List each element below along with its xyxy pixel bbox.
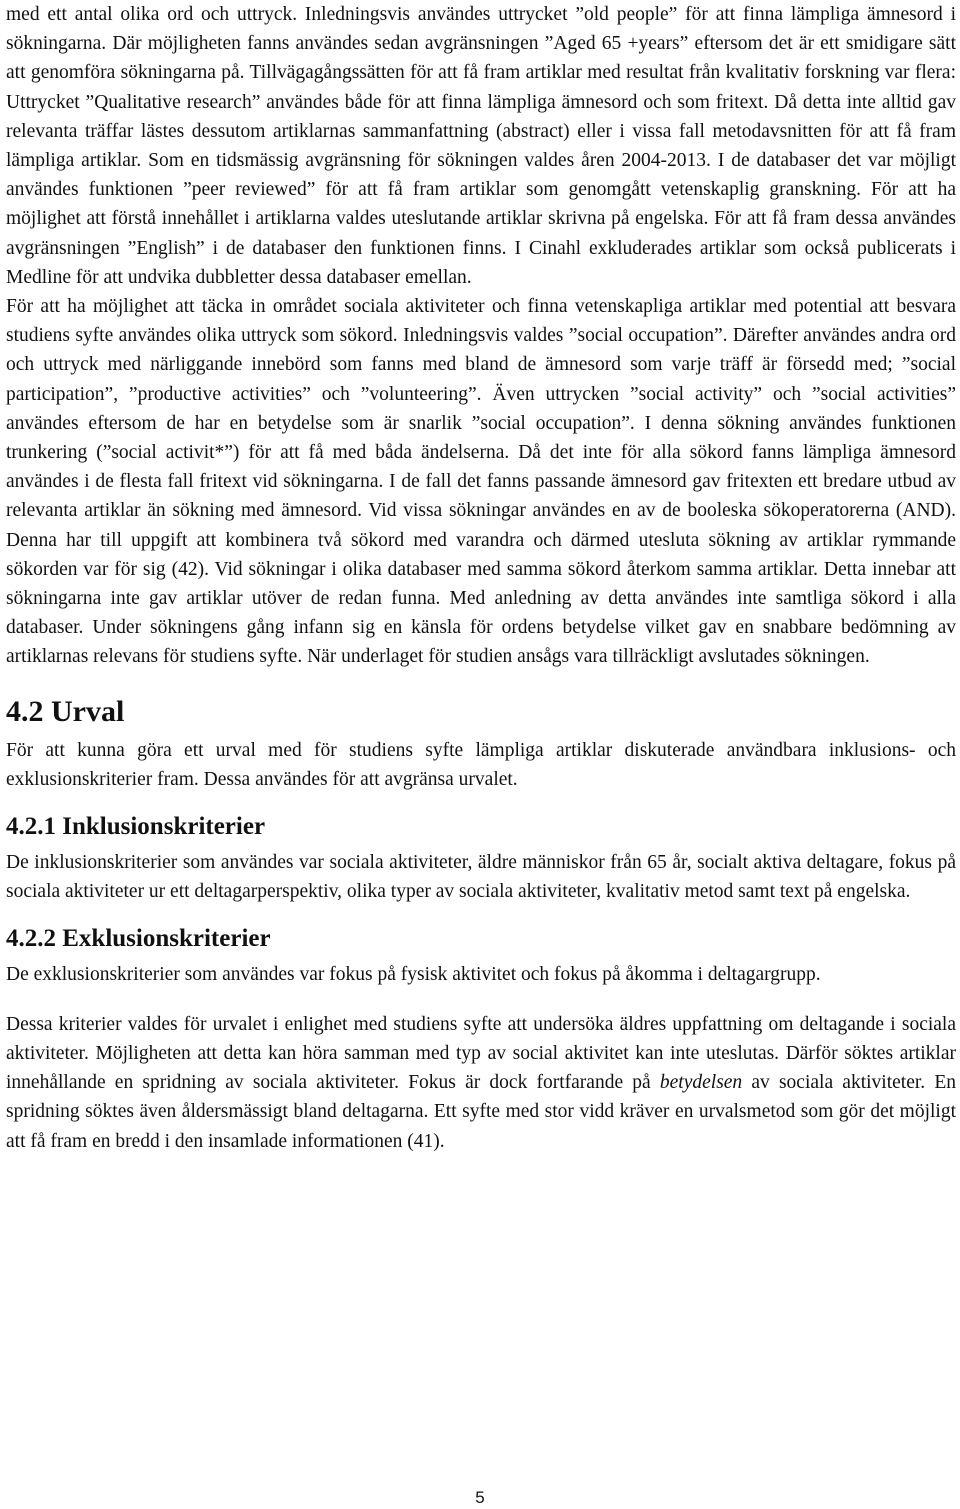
paragraph-gap <box>6 990 956 1010</box>
selection-text-part1: Dessa kriterier valdes för urvalet i enlighet med studiens syfte att undersöka äldres uppfattning om deltagande i sociala aktiviteter. Möjligheten att detta kan höra samman med typ av social aktivitet kan inte uteslutas. Därför söktes artiklar innehållande en spridning av sociala aktiviteter. Fokus är dock fortfarande på <box>6 1013 956 1094</box>
heading-inklusionskriterier: 4.2.1 Inklusionskriterier <box>6 813 266 841</box>
page-number: 5 <box>475 1488 485 1507</box>
heading-urval: 4.2 Urval <box>6 694 125 728</box>
selection-emphasis: betydelsen <box>659 1072 743 1094</box>
paragraph-social-activities: För att ha möjlighet att täcka in området sociala aktiviteter och finna vetenskapliga artiklar med potential att besvara studiens syfte användes olika uttryck som sökord. Inledningsvis valdes ”social occupation”. Därefter användes andra ord och uttryck med närliggande innebörd som fanns med bland de ämnesord som varje träff är försedd med; ”social participation”, ”productive activities” och ”volunteering”. Även uttrycken ”social activity” och ”social activities” användes eftersom de har en betydelse som är snarlik ”social occupation”. I denna sökning användes funktionen trunkering (”social activit*”) för att få med båda ändelserna. Då det inte för alla sökord fanns lämpliga ämnesord användes i de flesta fall fritext vid sökningarna. I de fall det fanns passande ämnesord gav fritexten ett bredare utbud av relevanta artiklar än sökning med ämnesord. Vid vissa sökningar användes en av de booleska sökoperatorerna (AND). Denna har till uppgift att kombinera två sökord med varandra och därmed utesluta sökning av artiklar rymmande sökorden var för sig (42). Vid sökningar i olika databaser med samma sökord återkom samma artiklar. Detta innebar att sökningarna inte gav artiklar utöver de redan funna. Med anledning av detta användes inte samtliga sökord i alla databaser. Under sökningens gång infann sig en känsla för ordens betydelse vilket gav en snabbare bedömning av artiklarnas relevans för studiens syfte. När underlaget för studien ansågs vara tillräckligt avslutades sökningen. <box>6 296 956 668</box>
heading-exklusionskriterier: 4.2.2 Exklusionskriterier <box>6 925 271 953</box>
paragraph-inklusionskriterier: De inklusionskriterier som användes var sociala aktiviteter, äldre människor från 65 år, socialt aktiva deltagare, fokus på sociala aktiviteter ur ett deltagarperspektiv, olika typer av sociala aktiviteter, kvalitativ metod samt text på engelska. <box>6 852 956 903</box>
document-page <box>6 0 956 1156</box>
paragraph-exklusionskriterier: De exklusionskriterier som användes var fokus på fysisk aktivitet och fokus på åkomma i deltagargrupp. <box>6 964 821 986</box>
selection-text-part2: av sociala aktiviteter. En spridning söktes även åldersmässigt bland deltagarna. Ett syfte med stor vidd kräver en urvalsmetod som gör det möjligt att få fram en bredd i den insamlade informationen (41). <box>6 1072 956 1152</box>
paragraph-urval: För att kunna göra ett urval med för studiens syfte lämpliga artiklar diskuterade användbara inklusions- och exklusionskriterier fram. Dessa användes för att avgränsa urvalet. <box>6 739 956 790</box>
paragraph-selection-rationale <box>6 1010 956 1156</box>
paragraph-search-method: med ett antal olika ord och uttryck. Inledningsvis användes uttrycket ”old people” för att finna lämpliga ämnesord i sökningarna. Där möjligheten fanns användes sedan avgränsningen ”Aged 65 +years” eftersom det är ett smidigare sätt att genomföra sökningarna på. Tillvägagångssätten för att få fram artiklar med resultat från kvalitativ forskning var flera: Uttrycket ”Qualitative research” användes både för att finna lämpliga ämnesord och som fritext. Då detta inte alltid gav relevanta träffar lästes dessutom artiklarnas sammanfattning (abstract) eller i vissa fall metodavsnitten för att få fram lämpliga artiklar. Som en tidsmässig avgränsning för sökningen valdes åren 2004-2013. I de databaser det var möjligt användes funktionen ”peer reviewed” för att få fram artiklar som genomgått vetenskaplig granskning. För att ha möjlighet att förstå innehållet i artiklarna valdes uteslutande artiklar skrivna på engelska. För att få fram dessa användes avgränsningen ”English” i de databaser den funktionen finns. I Cinahl exkluderades artiklar som också publicerats i Medline för att undvika dubbletter dessa databaser emellan. <box>6 4 956 288</box>
